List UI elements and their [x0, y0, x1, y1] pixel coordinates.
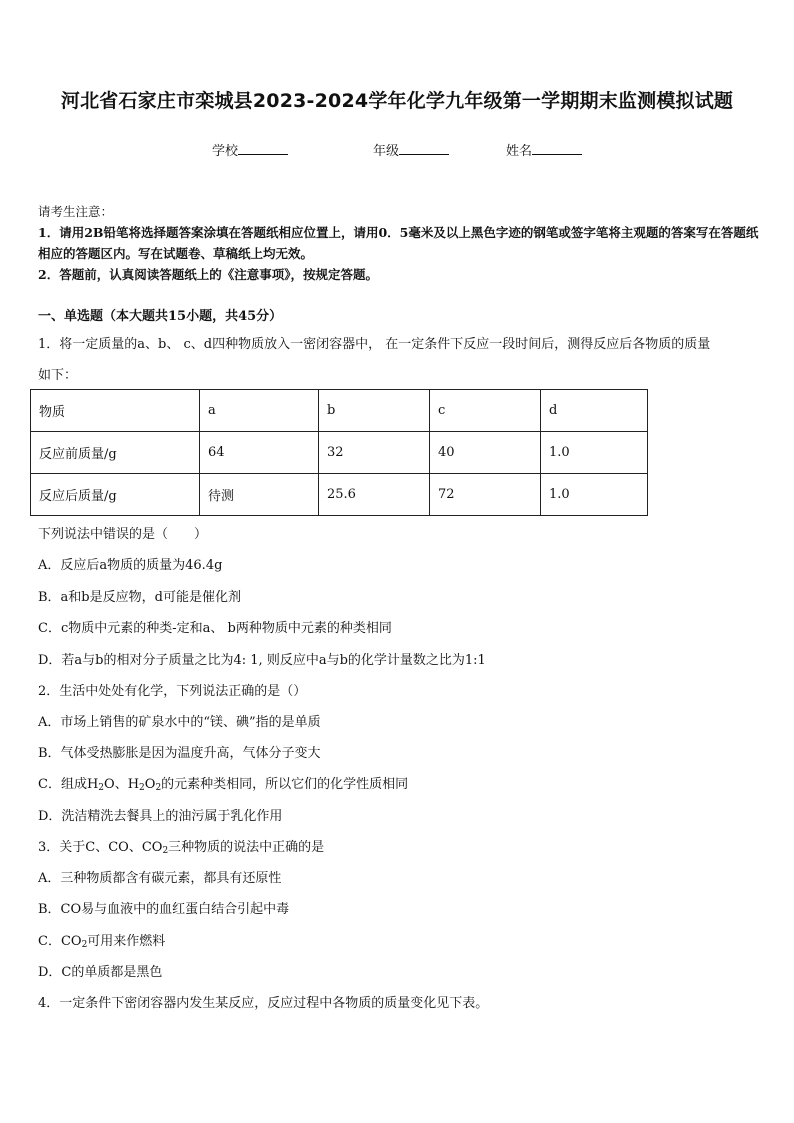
- table-cell: 待测: [200, 474, 319, 516]
- school-label: 学校: [212, 144, 239, 159]
- notice-item-2: 2．答题前，认真阅读答题纸上的《注意事项》，按规定答题。: [38, 267, 378, 282]
- table-cell: a: [200, 390, 319, 432]
- table-cell: 40: [430, 432, 541, 474]
- table-cell: c: [430, 390, 541, 432]
- notice-item-1: 1．请用2B铅笔将选择题答案涂填在答题纸相应位置上，请用0．5毫米及以上黑色字迹的钢笔或签字笔将主观题的答案写在答题纸相应的答题区内。写在试题卷、草稿纸上均无效。: [38, 225, 759, 261]
- page-title: 河北省石家庄市栾城县2023-2024学年化学九年级第一学期期末监测模拟试题: [60, 90, 734, 112]
- q3-stem-text: 三种物质的说法中正确的是: [168, 840, 325, 855]
- q3-c-sub: 2: [81, 940, 88, 950]
- name-label: 姓名: [506, 144, 533, 159]
- school-blank[interactable]: [238, 141, 288, 155]
- notice-heading: 请考生注意：: [38, 204, 114, 219]
- q2-c-sub: 2: [139, 783, 145, 793]
- q1-stem-line1: 1．将一定质量的a、b、 c、d四种物质放入一密闭容器中， 在一定条件下反应一段时间后，测得反应后各物质的质量: [38, 337, 711, 352]
- grade-blank[interactable]: [399, 141, 449, 155]
- table-cell: 64: [200, 432, 319, 474]
- table-cell: b: [319, 390, 430, 432]
- q2-stem: 2．生活中处处有化学，下列说法正确的是（）: [38, 684, 307, 699]
- q1-option-d[interactable]: D．若a与b的相对分子质量之比为4: 1, 则反应中a与b的化学计量数之比为1:1: [38, 653, 486, 668]
- q2-c-text: O: [144, 777, 156, 792]
- q1-option-a[interactable]: A．反应后a物质的质量为46.4g: [38, 558, 223, 573]
- table-cell: 反应后质量/g: [31, 474, 200, 516]
- q3-c-text: C．CO: [38, 934, 82, 949]
- q4-stem: 4．一定条件下密闭容器内发生某反应，反应过程中各物质的质量变化见下表。: [38, 996, 489, 1011]
- table-row: [31, 474, 648, 516]
- q3-option-d[interactable]: D．C的单质都是黑色: [38, 965, 163, 980]
- name-blank[interactable]: [532, 141, 582, 155]
- table-cell: 反应前质量/g: [31, 432, 200, 474]
- q1-option-b[interactable]: B．a和b是反应物，d可能是催化剂: [38, 590, 241, 605]
- q3-stem-text: 3．关于C、CO、CO: [38, 840, 163, 855]
- notice-block: [38, 201, 760, 285]
- table-cell: d: [541, 390, 648, 432]
- q3-stem: [38, 836, 324, 855]
- table-row: [31, 390, 648, 432]
- q2-c-text: O、H: [104, 777, 140, 792]
- table-row: [31, 432, 648, 474]
- name-field: [506, 140, 582, 159]
- school-field: [212, 140, 288, 159]
- table-cell: 25.6: [319, 474, 430, 516]
- q1-question: 下列说法中错误的是（ ）: [38, 527, 208, 542]
- q2-c-sub: 2: [98, 783, 105, 793]
- q2-option-b[interactable]: B．气体受热膨胀是因为温度升高，气体分子变大: [38, 746, 321, 761]
- q2-c-text: 的元素种类相同，所以它们的化学性质相同: [161, 777, 409, 792]
- q2-option-a[interactable]: A．市场上销售的矿泉水中的“镁、碘”指的是单质: [38, 715, 321, 730]
- q1-stem-line2: 如下：: [38, 368, 78, 383]
- table-cell: 物质: [31, 390, 200, 432]
- table-cell: 1.0: [541, 474, 648, 516]
- grade-label: 年级: [373, 144, 400, 159]
- q1-option-c[interactable]: C．c物质中元素的种类-定和a、 b两种物质中元素的种类相同: [38, 621, 392, 636]
- table-cell: 1.0: [541, 432, 648, 474]
- section-heading: 一、单选题（本大题共15小题，共45分）: [38, 309, 283, 324]
- q3-stem-sub: 2: [162, 846, 169, 856]
- q2-c-text: C．组成H: [38, 777, 99, 792]
- q3-option-b[interactable]: B．CO易与血液中的血红蛋白结合引起中毒: [38, 902, 290, 917]
- table-cell: 72: [430, 474, 541, 516]
- q2-c-sub: 2: [155, 783, 162, 793]
- q1-mass-table: [30, 389, 648, 516]
- q3-option-c[interactable]: [38, 930, 165, 949]
- table-cell: 32: [319, 432, 430, 474]
- q3-option-a[interactable]: A．三种物质都含有碳元素，都具有还原性: [38, 871, 282, 886]
- q3-c-text: 可用来作燃料: [87, 934, 166, 949]
- q2-option-d[interactable]: D．洗洁精洗去餐具上的油污属于乳化作用: [38, 809, 283, 824]
- q2-option-c[interactable]: [38, 773, 408, 792]
- grade-field: [373, 140, 449, 159]
